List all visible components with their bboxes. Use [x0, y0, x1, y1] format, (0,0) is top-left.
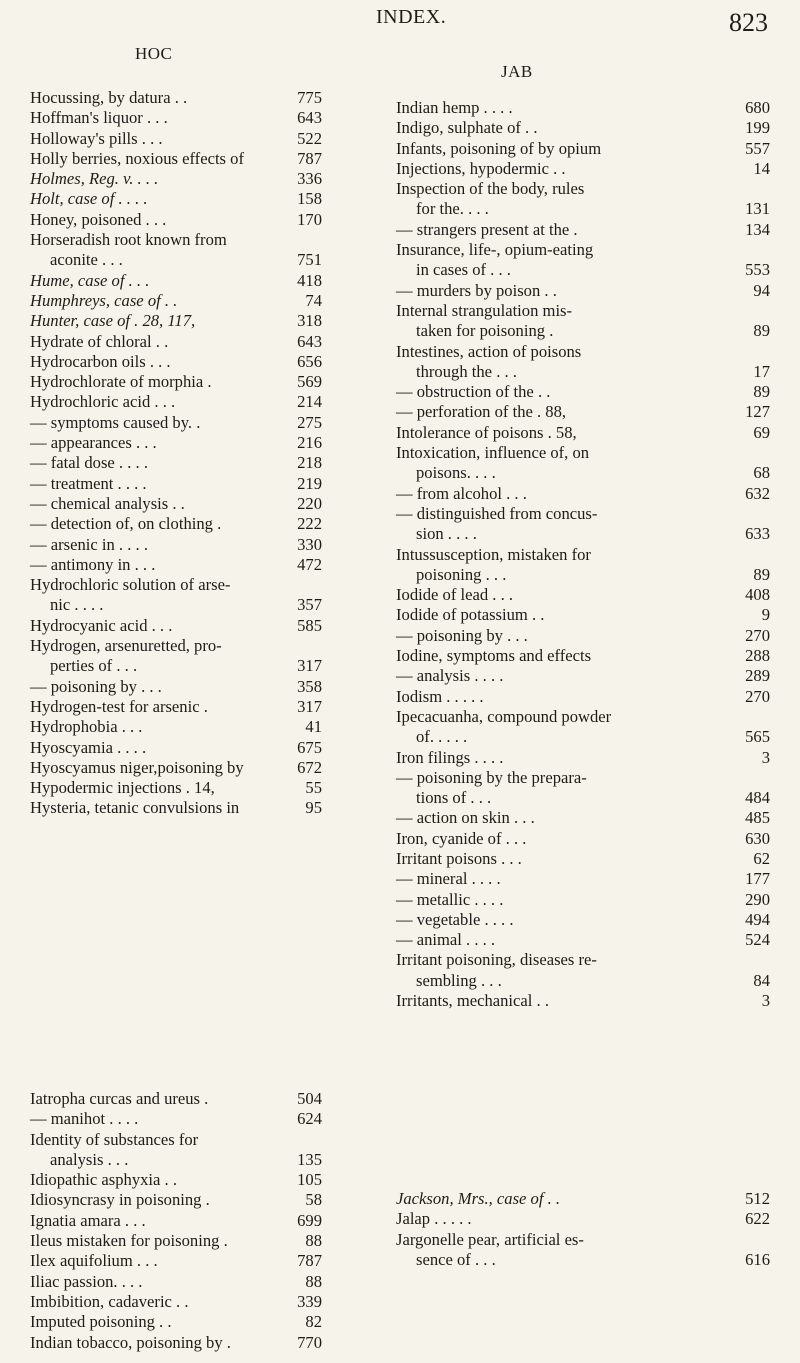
entry-text: — arsenic in . . . .	[30, 534, 148, 554]
index-entry	[396, 179, 770, 199]
entry-text: analysis . . .	[50, 1149, 129, 1169]
index-entry	[396, 545, 770, 565]
index-entry	[30, 494, 322, 514]
index-entry	[396, 402, 770, 422]
entry-page: 82	[305, 1312, 322, 1332]
entry-text: for the. . . .	[416, 199, 489, 219]
entry-text: Hydrocarbon oils . . .	[30, 351, 171, 371]
entry-text: Injections, hypodermic . .	[396, 158, 566, 178]
index-entry	[396, 1250, 770, 1270]
entry-text: Indian tobacco, poisoning by .	[30, 1332, 231, 1352]
entry-text: Irritant poisoning, diseases re-	[396, 950, 597, 970]
entry-text: Holmes, Reg. v. . . .	[30, 169, 159, 189]
entry-page: 95	[305, 798, 322, 818]
index-entry	[30, 677, 322, 697]
entry-text: sion . . . .	[416, 524, 477, 544]
index-entry	[30, 474, 322, 494]
index-entry	[396, 768, 770, 788]
entry-text: Hunter, case of . 28, 117,	[30, 311, 196, 331]
entry-page: 41	[305, 717, 322, 737]
index-entry	[396, 260, 770, 280]
entry-text: Imbibition, cadaveric . .	[30, 1291, 189, 1311]
entry-text: Jalap . . . . .	[396, 1209, 472, 1229]
entry-text: Intestines, action of poisons	[396, 341, 582, 361]
index-entry	[396, 626, 770, 646]
index-entry	[396, 1230, 770, 1250]
entry-text: Hyoscyamia . . . .	[30, 737, 147, 757]
index-entry	[30, 616, 322, 636]
index-entry	[396, 139, 770, 159]
entry-page: 177	[745, 869, 770, 889]
entry-text: Hydrophobia . . .	[30, 717, 143, 737]
entry-text: Idiosyncrasy in poisoning .	[30, 1190, 210, 1210]
entry-page: 336	[297, 169, 322, 189]
entry-text: Intoxication, influence of, on	[396, 443, 590, 463]
index-entry	[396, 950, 770, 970]
index-entry	[30, 1150, 322, 1170]
entry-page: 17	[753, 361, 770, 381]
entry-page: 270	[745, 625, 770, 645]
index-entry	[30, 636, 322, 656]
entry-text: Ipecacuanha, compound powder	[396, 706, 612, 726]
index-entry	[396, 971, 770, 991]
entry-text: Holly berries, noxious effects of	[30, 148, 244, 168]
entry-text: — vegetable . . . .	[396, 909, 514, 929]
index-entry	[30, 717, 322, 737]
entry-page: 275	[297, 412, 322, 432]
entry-page: 585	[297, 615, 322, 635]
index-entry	[30, 514, 322, 534]
entry-page: 58	[305, 1190, 322, 1210]
entry-text: perties of . . .	[50, 656, 138, 676]
entry-page: 553	[745, 260, 770, 280]
entry-page: 770	[297, 1332, 322, 1352]
entry-text: — antimony in . . .	[30, 554, 156, 574]
index-entry	[30, 1231, 322, 1251]
entry-text: Iron, cyanide of . . .	[396, 828, 527, 848]
left-running-head: HOC	[135, 44, 173, 63]
entry-text: Identity of substances for	[30, 1129, 199, 1149]
entry-page: 418	[297, 270, 322, 290]
index-entry	[396, 565, 770, 585]
index-entry	[30, 595, 322, 615]
index-entry	[30, 189, 322, 209]
entry-page: 672	[297, 757, 322, 777]
index-entry	[30, 1089, 322, 1109]
entry-page: 569	[297, 372, 322, 392]
entry-text: Hydrochlorate of morphia .	[30, 372, 212, 392]
entry-text: — symptoms caused by. .	[30, 412, 201, 432]
entry-text: Ignatia amara . . .	[30, 1210, 146, 1230]
entry-page: 134	[745, 219, 770, 239]
right-running-head: JAB	[501, 62, 533, 81]
entry-page: 787	[297, 1251, 322, 1271]
entry-text: Hysteria, tetanic convulsions in	[30, 798, 240, 818]
index-entry	[30, 250, 322, 270]
entry-page: 504	[297, 1089, 322, 1108]
index-entry	[396, 362, 770, 382]
entry-text: Honey, poisoned . . .	[30, 209, 167, 229]
index-entry	[396, 1189, 770, 1209]
entry-page: 317	[297, 656, 322, 676]
entry-text: tions of . . .	[416, 788, 492, 808]
index-entry	[396, 240, 770, 260]
entry-page: 216	[297, 433, 322, 453]
index-entry	[30, 535, 322, 555]
entry-text: Imputed poisoning . .	[30, 1312, 172, 1332]
index-entry	[30, 1211, 322, 1231]
index-entry	[396, 342, 770, 362]
index-entry	[30, 129, 322, 149]
entry-text: — detection of, on clothing .	[30, 514, 222, 534]
index-entry	[396, 199, 770, 219]
entry-page: 3	[761, 991, 770, 1011]
index-entry	[396, 443, 770, 463]
index-entry	[396, 829, 770, 849]
entry-page: 643	[297, 108, 322, 128]
entry-text: Hyoscyamus niger,poisoning by	[30, 757, 244, 777]
entry-text: sence of . . .	[416, 1249, 496, 1269]
entry-text: — strangers present at the .	[396, 219, 578, 239]
entry-page: 89	[753, 564, 770, 584]
entry-text: Intussusception, mistaken for	[396, 544, 591, 564]
index-entry	[396, 727, 770, 747]
index-entry	[30, 1190, 322, 1210]
entry-text: Hydrogen, arsenuretted, pro-	[30, 636, 222, 656]
entry-page: 199	[745, 118, 770, 138]
entry-text: — fatal dose . . . .	[30, 453, 148, 473]
entry-text: Hydrocyanic acid . . .	[30, 615, 173, 635]
index-entry	[396, 118, 770, 138]
entry-text: Iodide of potassium . .	[396, 605, 545, 625]
index-entry	[396, 808, 770, 828]
entry-text: Holt, case of . . . .	[30, 189, 148, 209]
entry-text: — poisoning by . . .	[30, 676, 162, 696]
index-entry	[30, 88, 322, 108]
entry-page: 131	[745, 199, 770, 219]
entry-page: 288	[745, 646, 770, 666]
index-entry	[30, 738, 322, 758]
entry-page: 222	[297, 514, 322, 534]
entry-text: — animal . . . .	[396, 930, 496, 950]
index-entry	[30, 392, 322, 412]
entry-text: Iliac passion. . . .	[30, 1271, 143, 1291]
entry-page: 630	[745, 828, 770, 848]
index-entry	[30, 352, 322, 372]
entry-text: — obstruction of the . .	[396, 382, 551, 402]
entry-page: 218	[297, 453, 322, 473]
entry-text: Horseradish root known from	[30, 230, 227, 250]
index-entry	[30, 1292, 322, 1312]
entry-page: 522	[297, 128, 322, 148]
index-entry	[30, 1251, 322, 1271]
index-entry	[30, 798, 322, 818]
entry-page: 330	[297, 534, 322, 554]
index-entry	[30, 433, 322, 453]
entry-text: — manihot . . . .	[30, 1109, 139, 1129]
right-entries-j	[396, 1189, 770, 1270]
index-entry	[396, 463, 770, 483]
entry-page: 524	[745, 930, 770, 950]
index-entry	[30, 332, 322, 352]
entry-text: — perforation of the . 88,	[396, 402, 567, 422]
entry-page: 89	[753, 382, 770, 402]
index-entry	[396, 910, 770, 930]
entry-text: Internal strangulation mis-	[396, 300, 573, 320]
index-entry	[396, 707, 770, 727]
index-entry	[396, 220, 770, 240]
entry-page: 472	[297, 554, 322, 574]
entry-text: Intolerance of poisons . 58,	[396, 422, 577, 442]
index-entry	[30, 1130, 322, 1150]
index-entry	[396, 585, 770, 605]
index-entry	[30, 1312, 322, 1332]
entry-page: 105	[297, 1170, 322, 1190]
index-entry	[396, 890, 770, 910]
entry-text: — analysis . . . .	[396, 666, 504, 686]
entry-page: 494	[745, 909, 770, 929]
entry-text: — poisoning by . . .	[396, 625, 528, 645]
index-entry	[396, 869, 770, 889]
entry-text: Indigo, sulphate of . .	[396, 118, 538, 138]
entry-text: in cases of . . .	[416, 260, 511, 280]
entry-text: Iodide of lead . . .	[396, 585, 514, 605]
index-entry	[30, 697, 322, 717]
entry-text: Idiopathic asphyxia . .	[30, 1170, 178, 1190]
entry-page: 89	[753, 321, 770, 341]
entry-page: 3	[761, 747, 770, 767]
entry-text: — chemical analysis . .	[30, 493, 185, 513]
right-entries-i	[396, 98, 770, 1011]
index-entry	[396, 423, 770, 443]
entry-page: 565	[745, 727, 770, 747]
entry-page: 557	[745, 138, 770, 158]
index-entry	[30, 149, 322, 169]
entry-text: Insurance, life-, opium-eating	[396, 240, 594, 260]
index-entry	[30, 271, 322, 291]
entry-text: Hocussing, by datura . .	[30, 88, 188, 107]
index-entry	[396, 1209, 770, 1229]
entry-page: 158	[297, 189, 322, 209]
entry-text: nic . . . .	[50, 595, 104, 615]
entry-page: 680	[745, 98, 770, 117]
index-entry	[396, 687, 770, 707]
entry-text: Hydrochloric solution of arse-	[30, 575, 231, 595]
index-entry	[30, 1109, 322, 1129]
entry-page: 485	[745, 808, 770, 828]
index-entry	[396, 321, 770, 341]
entry-text: poisons. . . .	[416, 463, 496, 483]
entry-page: 84	[753, 970, 770, 990]
entry-page: 643	[297, 331, 322, 351]
left-entries-i	[30, 1089, 322, 1353]
index-entry	[396, 382, 770, 402]
entry-text: Iatropha curcas and ureus .	[30, 1089, 209, 1108]
index-entry	[396, 788, 770, 808]
entry-text: — mineral . . . .	[396, 869, 501, 889]
index-entry	[30, 230, 322, 250]
entry-page: 512	[745, 1189, 770, 1208]
index-entry	[30, 372, 322, 392]
entry-text: Irritants, mechanical . .	[396, 991, 549, 1011]
entry-page: 127	[745, 402, 770, 422]
index-entry	[30, 656, 322, 676]
entry-text: — from alcohol . . .	[396, 483, 527, 503]
index-entry	[30, 210, 322, 230]
entry-page: 69	[753, 422, 770, 442]
entry-page: 358	[297, 676, 322, 696]
index-entry	[396, 605, 770, 625]
entry-page: 656	[297, 351, 322, 371]
entry-text: — distinguished from concus-	[396, 503, 598, 523]
entry-page: 55	[305, 778, 322, 798]
entry-text: — action on skin . . .	[396, 808, 535, 828]
index-entry	[30, 778, 322, 798]
index-entry	[30, 1170, 322, 1190]
entry-page: 74	[305, 290, 322, 310]
entry-text: — treatment . . . .	[30, 473, 147, 493]
entry-page: 318	[297, 311, 322, 331]
entry-page: 787	[297, 148, 322, 168]
entry-page: 88	[305, 1271, 322, 1291]
entry-text: — appearances . . .	[30, 433, 157, 453]
entry-text: — murders by poison . .	[396, 280, 557, 300]
index-entry	[30, 1333, 322, 1353]
index-entry	[30, 555, 322, 575]
entry-text: Hydrochloric acid . . .	[30, 392, 176, 412]
entry-text: Iodism . . . . .	[396, 686, 484, 706]
entry-page: 632	[745, 483, 770, 503]
entry-page: 622	[745, 1209, 770, 1229]
entry-page: 675	[297, 737, 322, 757]
entry-page: 484	[745, 788, 770, 808]
index-entry	[396, 991, 770, 1011]
entry-page: 633	[745, 524, 770, 544]
entry-page: 624	[297, 1109, 322, 1129]
index-entry	[30, 453, 322, 473]
index-entry	[396, 281, 770, 301]
entry-page: 317	[297, 696, 322, 716]
entry-page: 699	[297, 1210, 322, 1230]
entry-text: of. . . . .	[416, 727, 468, 747]
entry-text: Humphreys, case of . .	[30, 290, 178, 310]
entry-text: Jackson, Mrs., case of . .	[396, 1189, 561, 1208]
entry-page: 357	[297, 595, 322, 615]
index-entry	[396, 849, 770, 869]
entry-page: 775	[297, 88, 322, 107]
index-entry	[396, 930, 770, 950]
left-entries-h	[30, 88, 322, 819]
index-entry	[396, 646, 770, 666]
entry-text: Iron filings . . . .	[396, 747, 504, 767]
index-entry	[396, 524, 770, 544]
entry-text: Inspection of the body, rules	[396, 179, 585, 199]
entry-text: — poisoning by the prepara-	[396, 767, 587, 787]
index-entry	[396, 301, 770, 321]
entry-page: 135	[297, 1149, 322, 1169]
entry-page: 408	[745, 585, 770, 605]
entry-page: 616	[745, 1249, 770, 1269]
entry-page: 214	[297, 392, 322, 412]
index-entry	[396, 159, 770, 179]
index-entry	[396, 98, 770, 118]
entry-text: Hydrate of chloral . .	[30, 331, 169, 351]
entry-text: Ilex aquifolium . . .	[30, 1251, 158, 1271]
entry-page: 68	[753, 463, 770, 483]
index-entry	[30, 291, 322, 311]
index-entry	[30, 758, 322, 778]
entry-page: 220	[297, 493, 322, 513]
entry-text: Hume, case of . . .	[30, 270, 150, 290]
entry-text: Irritant poisons . . .	[396, 848, 522, 868]
index-entry	[30, 413, 322, 433]
entry-text: Jargonelle pear, artificial es-	[396, 1229, 584, 1249]
index-entry	[30, 1272, 322, 1292]
entry-page: 14	[753, 158, 770, 178]
index-entry	[30, 169, 322, 189]
entry-page: 751	[297, 250, 322, 270]
entry-page: 290	[745, 889, 770, 909]
entry-text: Iodine, symptoms and effects	[396, 646, 592, 666]
index-entry	[396, 504, 770, 524]
index-entry	[30, 108, 322, 128]
page-header	[0, 6, 800, 46]
page-title: INDEX.	[376, 6, 447, 28]
entry-page: 9	[761, 605, 770, 625]
index-entry	[30, 311, 322, 331]
entry-page: 94	[753, 280, 770, 300]
entry-text: Indian hemp . . . .	[396, 98, 513, 117]
entry-page: 219	[297, 473, 322, 493]
entry-text: Infants, poisoning of by opium	[396, 138, 602, 158]
entry-text: sembling . . .	[416, 970, 502, 990]
entry-page: 88	[305, 1231, 322, 1251]
entry-text: aconite . . .	[50, 250, 123, 270]
entry-text: through the . . .	[416, 361, 517, 381]
entry-page: 339	[297, 1291, 322, 1311]
index-entry	[396, 666, 770, 686]
entry-text: Hypodermic injections . 14,	[30, 778, 215, 798]
entry-page: 170	[297, 209, 322, 229]
entry-text: poisoning . . .	[416, 564, 507, 584]
page-number: 823	[729, 8, 768, 37]
entry-text: Hydrogen-test for arsenic .	[30, 696, 208, 716]
entry-text: Ileus mistaken for poisoning .	[30, 1231, 228, 1251]
entry-text: Holloway's pills . . .	[30, 128, 163, 148]
entry-page: 62	[753, 848, 770, 868]
entry-text: taken for poisoning .	[416, 321, 554, 341]
index-entry	[396, 748, 770, 768]
entry-text: Hoffman's liquor . . .	[30, 108, 168, 128]
index-entry	[396, 484, 770, 504]
index-entry	[30, 575, 322, 595]
entry-page: 289	[745, 666, 770, 686]
entry-page: 270	[745, 686, 770, 706]
entry-text: — metallic . . . .	[396, 889, 504, 909]
